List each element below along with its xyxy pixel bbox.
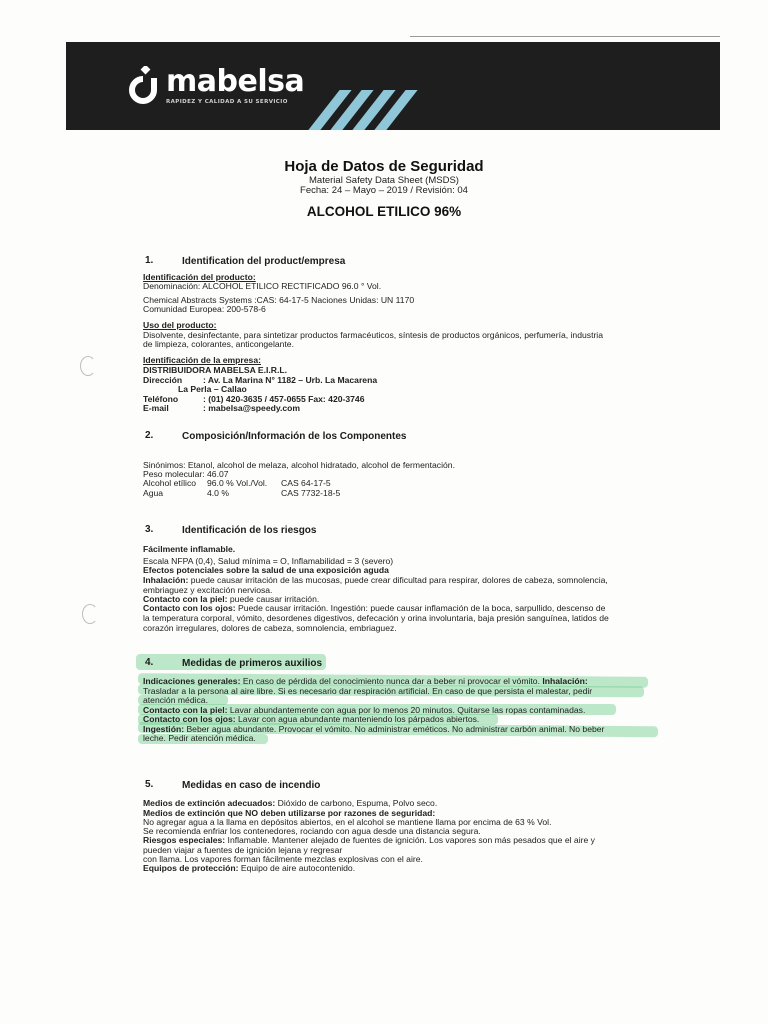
scan-artifact-line <box>410 36 720 37</box>
address-label: Dirección <box>143 375 183 385</box>
section-3-number: 3. <box>145 524 154 535</box>
fire-protective-equipment-text: Equipo de aire autocontenido. <box>238 863 356 873</box>
section-5-title: Medidas en caso de incendio <box>182 780 321 791</box>
product-id-heading: Identificación del producto: <box>143 272 256 282</box>
risk-inhalation-cont: embriaguez y excitación nerviosa. <box>143 585 273 595</box>
risk-eyes-cont: la temperatura corporal, vómito, desordenes digestivos, defecación y orina involuntaria, baja presión sanguínea, latidos de <box>143 613 609 623</box>
section-4-number: 4. <box>145 657 154 668</box>
product-ce: Comunidad Europea: 200-578-6 <box>143 304 266 314</box>
logo-name: mabelsa <box>166 64 305 99</box>
company-name: DISTRIBUIDORA MABELSA E.I.R.L. <box>143 365 288 375</box>
first-aid-inhalation-cont: atención médica. <box>143 695 208 705</box>
synonyms: Sinónimos: Etanol, alcohol de melaza, alcohol hidratado, alcohol de fermentación. <box>143 460 455 470</box>
fire-media-text: Dióxido de carbono, Espuma, Polvo seco. <box>275 798 438 808</box>
product-use-heading: Uso del producto: <box>143 320 217 330</box>
first-aid-inhalation-label: Inhalación: <box>539 676 588 686</box>
risk-eyes-label: Contacto con los ojos: <box>143 603 236 613</box>
fire-protective-equipment <box>143 864 355 874</box>
document-title: Hoja de Datos de Seguridad <box>284 158 484 175</box>
fire-unsuitable-media: Medios de extinción que NO deben utilizarse por razones de seguridad: <box>143 808 436 818</box>
first-aid-inhalation-text: Trasladar a la persona al aire libre. Si es necesario dar respiración artificial. En caso de que persista el malestar, pedir <box>143 686 593 696</box>
health-effects-heading: Efectos potenciales sobre la salud de una exposición aguda <box>143 565 389 575</box>
section-1-number: 1. <box>145 255 154 266</box>
address-value-line2: La Perla – Callao <box>178 384 247 394</box>
first-aid-ingestion-text: Beber agua abundante. Provocar el vómito. No administrar eméticos. No administrar carbón animal. No beber <box>184 724 605 734</box>
first-aid-skin-label: Contacto con la piel: <box>143 705 228 715</box>
phone-value: : (01) 420-3635 / 457-0655 Fax: 420-3746 <box>203 394 365 404</box>
component-name: Agua <box>143 488 164 498</box>
section-2-title: Composición/Información de los Componentes <box>182 431 407 442</box>
phone-label: Teléfono <box>143 394 179 404</box>
flammable-label: Fácilmente inflamable. <box>143 544 236 554</box>
risk-inhalation-text: puede causar irritación de las mucosas, puede crear dificultad para respirar, dolores de cabeza, somnolencia, <box>188 575 608 585</box>
risk-eyes-text: Puede causar irritación. Ingestión: puede causar inflamación de la boca, sarpullido, descenso de <box>235 603 606 613</box>
nfpa-scale: Escala NFPA (0,4), Salud mínima = O, Inflamabilidad = 3 (severo) <box>143 556 394 566</box>
email-label: E-mail <box>143 403 169 413</box>
product-use-line: Disolvente, desinfectante, para sintetizar productos farmacéuticos, síntesis de productos orgánicos, perfumería, industria <box>143 330 604 340</box>
first-aid-skin-text: Lavar abundantemente con agua por lo menos 20 minutos. Quitarse las ropas contaminadas. <box>227 705 586 715</box>
risk-skin-text: puede causar irritación. <box>227 594 320 604</box>
fire-media-label: Medios de extinción adecuados: <box>143 798 276 808</box>
fire-special-risks-cont: pueden viajar a fuentes de ignición lejana y regresar <box>143 845 343 855</box>
component-row <box>143 489 340 499</box>
mabelsa-logo-icon <box>126 66 162 106</box>
fire-special-risks-cont: con llama. Los vapores forman fácilmente mezclas explosivas con el aire. <box>143 854 423 864</box>
risk-inhalation-label: Inhalación: <box>143 575 189 585</box>
fire-unsuitable-line: No agregar agua a la llama en depósitos abiertos, en el alcohol se mantiene llama por encima de 63 % Vol. <box>143 817 552 827</box>
component-percent: 4.0 % <box>207 488 229 498</box>
document-subtitle: Material Safety Data Sheet (MSDS) <box>309 175 459 186</box>
first-aid-general-label: Indicaciones generales: <box>143 676 241 686</box>
email-value: : mabelsa@speedy.com <box>203 403 301 413</box>
first-aid-eyes-text: Lavar con agua abundante manteniendo los párpados abiertos. <box>235 714 480 724</box>
first-aid-general-text: En caso de pérdida del conocimiento nunca dar a beber ni provocar el vómito. <box>240 676 540 686</box>
document-date: Fecha: 24 – Mayo – 2019 / Revisión: 04 <box>300 185 468 196</box>
product-cas: Chemical Abstracts Systems :CAS: 64-17-5 Naciones Unidas: UN 1170 <box>143 295 415 305</box>
product-use-line: de limpieza, colorantes, anticongelante. <box>143 339 294 349</box>
component-cas: CAS 7732-18-5 <box>281 488 341 498</box>
fire-special-risks-text: Inflamable. Mantener alejado de fuentes de ignición. Los vapores son más pesados que el aire y <box>225 835 595 845</box>
fire-unsuitable-line: Se recomienda enfriar los contenedores, rociando con agua desde una distancia segura. <box>143 826 481 836</box>
punch-hole <box>80 356 96 376</box>
product-name: ALCOHOL ETILICO 96% <box>306 204 462 219</box>
fire-protective-equipment-label: Equipos de protección: <box>143 863 239 873</box>
header-banner <box>66 42 720 130</box>
first-aid-ingestion-cont: leche. Pedir atención médica. <box>143 733 256 743</box>
punch-hole <box>82 604 98 624</box>
product-denomination: Denominación: ALCOHOL ETILICO RECTIFICADO 96.0 ° Vol. <box>143 281 382 291</box>
molecular-weight: Peso molecular: 46.07 <box>143 469 229 479</box>
section-1-title: Identification del product/empresa <box>182 256 346 267</box>
fire-special-risks-label: Riesgos especiales: <box>143 835 226 845</box>
company-email <box>143 404 300 414</box>
component-cas: CAS 64-17-5 <box>281 478 331 488</box>
company-heading: Identificación de la empresa: <box>143 355 261 365</box>
section-5-number: 5. <box>145 779 154 790</box>
component-name: Alcohol etílico <box>143 478 197 488</box>
section-2-number: 2. <box>145 430 154 441</box>
first-aid-ingestion-label: Ingestión: <box>143 724 185 734</box>
section-3-title: Identificación de los riesgos <box>182 525 317 536</box>
component-percent: 96.0 % Vol./Vol. <box>207 478 268 488</box>
first-aid-eyes-label: Contacto con los ojos: <box>143 714 236 724</box>
risk-skin-label: Contacto con la piel: <box>143 594 228 604</box>
risk-eyes-cont: corazón irregulares, dolores de cabeza, somnolencia, embriaguez. <box>143 623 397 633</box>
logo-tagline: RAPIDEZ Y CALIDAD A SU SERVICIO <box>166 99 288 105</box>
address-value: : Av. La Marina N° 1182 – Urb. La Macarena <box>203 375 378 385</box>
section-4-title: Medidas de primeros auxilios <box>182 658 323 669</box>
